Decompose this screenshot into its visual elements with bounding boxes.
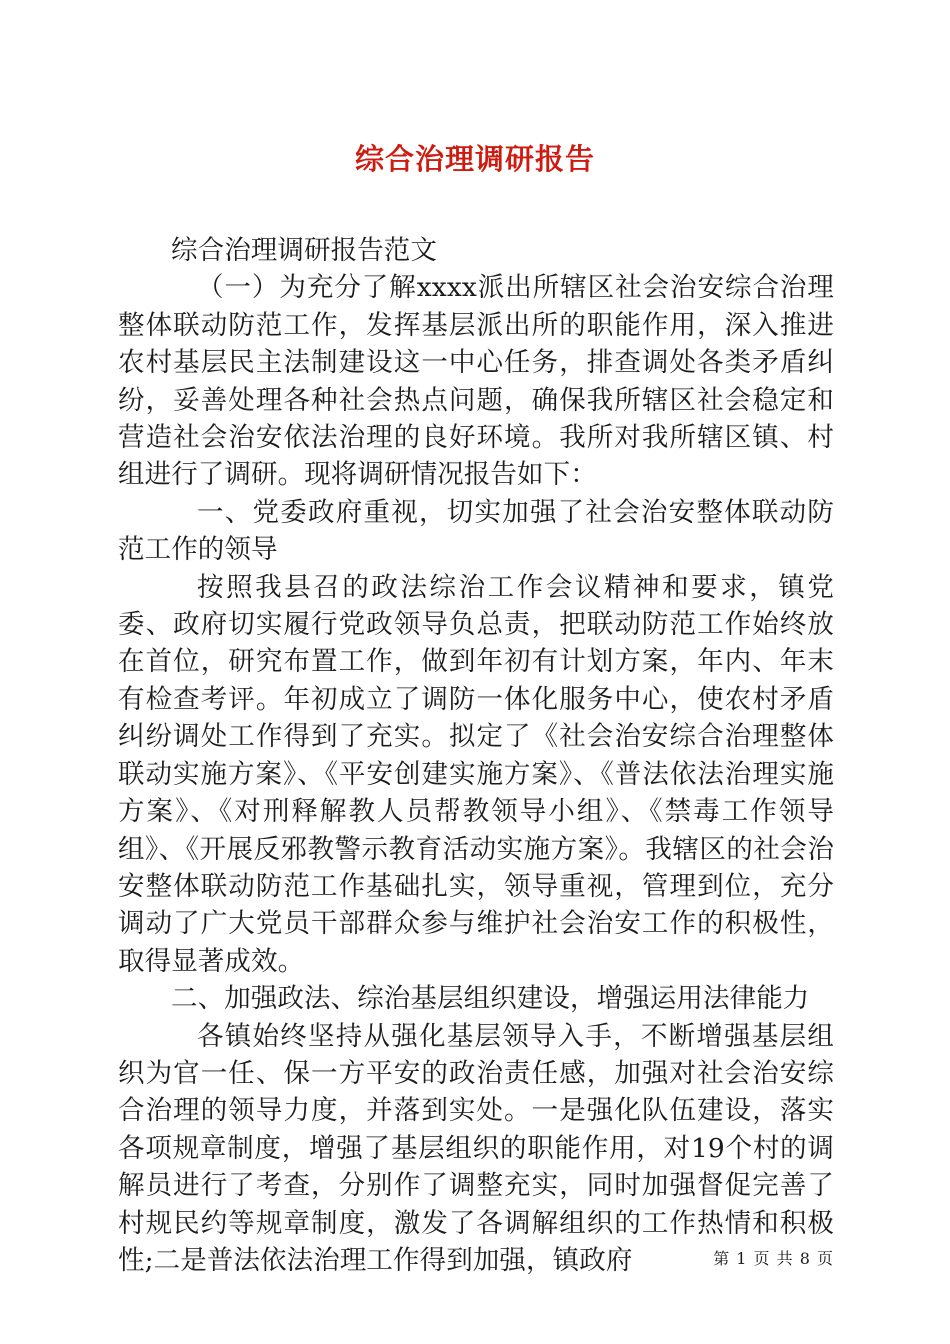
- paragraph-heading-one: 一、党委政府重视，切实加强了社会治安整体联动防范工作的领导: [118, 496, 834, 566]
- paragraph-subtitle-line: 综合治理调研报告范文: [171, 235, 437, 266]
- paragraph-section-intro: （一）为充分了解xxxx派出所辖区社会治安综合治理整体联动防范工作，发挥基层派出所的职能作用，深入推进农村基层民主法制建设这一中心任务，排查调处各类矛盾纠纷，妥善处理各种社会热点问题，确保我所辖区社会稳定和营造社会治安依法治理的良好环境。我所对我所辖区镇、村组进行了调研。现将调研情况报告如下：: [118, 272, 834, 491]
- paragraph-body-two: 各镇始终坚持从强化基层领导入手，不断增强基层组织为官一任、保一方平安的政治责任感，加强对社会治安综合治理的领导力度，并落到实处。一是强化队伍建设，落实各项规章制度，增强了基层组织的职能作用，对19个村的调解员进行了考查，分别作了调整充实，同时加强督促完善了村规民约等规章制度，激发了各调解组织的工作热情和积极性;二是普法依法治理工作得到加强，镇政府: [118, 1020, 834, 1276]
- document-body: [118, 232, 834, 1279]
- paragraph-heading-two: 二、加强政法、综治基层组织建设，增强运用法律能力: [171, 983, 810, 1015]
- page-title: 综合治理调研报告: [354, 142, 595, 177]
- paragraph-body-one: 按照我县召的政法综治工作会议精神和要求，镇党委、政府切实履行党政领导负总责，把联动防范工作始终放在首位，研究布置工作，做到年初有计划方案，年内、年末有检查考评。年初成立了调防一体化服务中心，使农村矛盾纠纷调处工作得到了充实。拟定了《社会治安综合治理整体联动实施方案》、《平安创建实施方案》、《普法依法治理实施方案》、《对刑释解教人员帮教领导小组》、《禁毒工作领导组》、《开展反邪教警示教育活动实施方案》。我辖区的社会治安整体联动防范工作基础扎实，领导重视，管理到位，充分调动了广大党员干部群众参与维护社会治安工作的积极性，取得显著成效。: [118, 571, 834, 977]
- page-number-footer: 第 1 页 共 8 页: [713, 1249, 834, 1268]
